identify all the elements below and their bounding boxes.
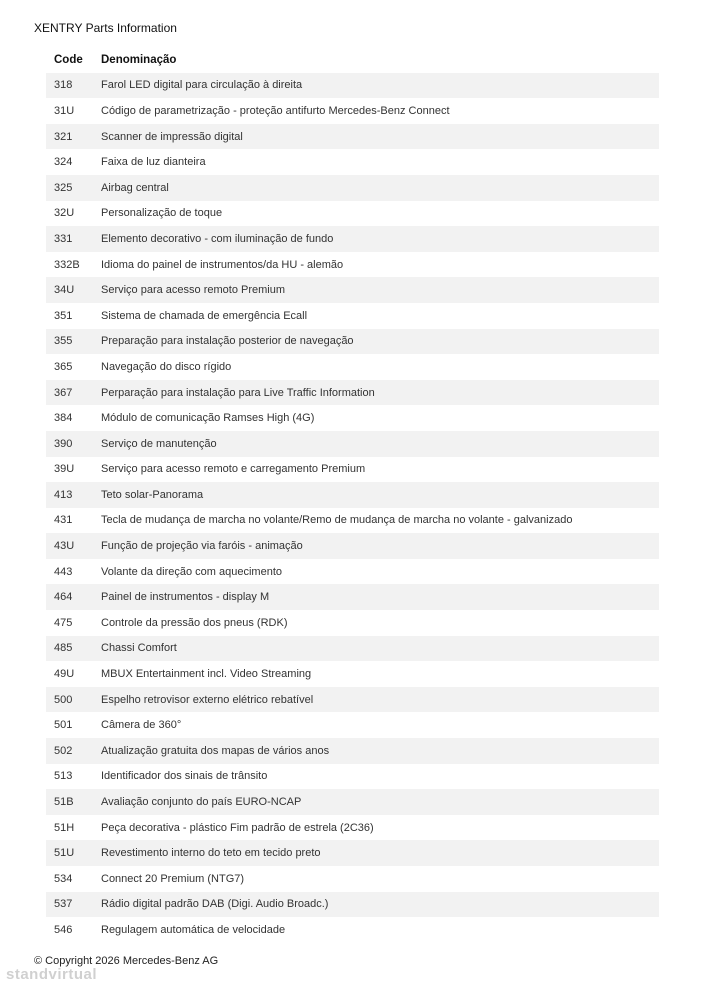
table-row [46,303,659,329]
cell-name: Preparação para instalação posterior de navegação [101,335,354,348]
table-row [46,226,659,252]
cell-code: 413 [54,488,73,501]
cell-name: Avaliação conjunto do país EURO-NCAP [101,796,302,809]
cell-name: Scanner de impressão digital [101,130,243,143]
table-row [46,73,659,99]
cell-code: 51H [54,821,75,834]
column-header-code: Code [54,53,83,66]
cell-code: 513 [54,770,73,783]
table-header [46,47,659,73]
cell-code: 537 [54,898,73,911]
table-row [46,866,659,892]
cell-name: Personalização de toque [101,207,223,220]
cell-code: 34U [54,284,75,297]
cell-name: Tecla de mudança de marcha no volante/Remo de mudança de marcha no volante - galvanizado [101,514,573,527]
table-row [46,764,659,790]
table-row [46,789,659,815]
cell-code: 384 [54,412,73,425]
cell-name: Identificador dos sinais de trânsito [101,770,268,783]
table-row [46,457,659,483]
table-row [46,687,659,713]
table-row [46,533,659,559]
cell-name: Câmera de 360° [101,719,182,732]
table-row [46,124,659,150]
cell-name: Código de parametrização - proteção antifurto Mercedes-Benz Connect [101,104,450,117]
page-title: XENTRY Parts Information [34,21,177,35]
cell-name: Perparação para instalação para Live Traffic Information [101,386,375,399]
table-row [46,584,659,610]
cell-name: Faixa de luz dianteira [101,156,206,169]
cell-name: Elemento decorativo - com iluminação de fundo [101,232,334,245]
cell-name: Módulo de comunicação Ramses High (4G) [101,412,315,425]
table-row [46,917,659,943]
cell-code: 485 [54,642,73,655]
cell-name: Navegação do disco rígido [101,360,232,373]
cell-code: 365 [54,360,73,373]
cell-code: 321 [54,130,73,143]
cell-name: Farol LED digital para circulação à direita [101,79,303,92]
cell-code: 431 [54,514,73,527]
cell-code: 501 [54,719,73,732]
cell-name: Atualização gratuita dos mapas de vários anos [101,744,330,757]
cell-code: 43U [54,540,75,553]
cell-code: 390 [54,437,73,450]
cell-code: 464 [54,591,73,604]
cell-code: 49U [54,668,75,681]
table-row [46,98,659,124]
table-row [46,661,659,687]
cell-name: Serviço de manutenção [101,437,217,450]
table-row [46,354,659,380]
cell-name: Chassi Comfort [101,642,177,655]
cell-code: 318 [54,79,73,92]
table-row [46,431,659,457]
cell-name: Connect 20 Premium (NTG7) [101,872,245,885]
table-row [46,277,659,303]
table-row [46,405,659,431]
table-row [46,636,659,662]
cell-code: 324 [54,156,73,169]
cell-code: 51U [54,847,75,860]
cell-code: 351 [54,309,73,322]
cell-name: MBUX Entertainment incl. Video Streaming [101,668,312,681]
cell-code: 32U [54,207,75,220]
cell-code: 332B [54,258,80,271]
table-row [46,380,659,406]
table-row [46,175,659,201]
cell-name: Sistema de chamada de emergência Ecall [101,309,308,322]
cell-name: Peça decorativa - plástico Fim padrão de estrela (2C36) [101,821,374,834]
cell-code: 331 [54,232,73,245]
cell-code: 443 [54,565,73,578]
cell-name: Regulagem automática de velocidade [101,923,286,936]
cell-name: Controle da pressão dos pneus (RDK) [101,616,288,629]
cell-name: Espelho retrovisor externo elétrico rebatível [101,693,314,706]
table-row [46,738,659,764]
cell-code: 355 [54,335,73,348]
table-row [46,815,659,841]
column-header-name: Denominação [101,53,177,66]
cell-name: Serviço para acesso remoto e carregamento Premium [101,463,366,476]
cell-name: Idioma do painel de instrumentos/da HU - alemão [101,258,344,271]
cell-code: 325 [54,181,73,194]
cell-name: Serviço para acesso remoto Premium [101,284,286,297]
table-row [46,201,659,227]
watermark-logo: standvirtual [6,966,98,983]
table-row [46,559,659,585]
cell-name: Rádio digital padrão DAB (Digi. Audio Broadc.) [101,898,329,911]
table-row [46,840,659,866]
table-row [46,892,659,918]
cell-name: Airbag central [101,181,169,194]
copyright-text: © Copyright 2026 Mercedes-Benz AG [34,955,219,967]
cell-code: 546 [54,923,73,936]
cell-name: Painel de instrumentos - display M [101,591,270,604]
cell-name: Teto solar-Panorama [101,488,204,501]
cell-code: 534 [54,872,73,885]
cell-code: 51B [54,796,74,809]
cell-code: 367 [54,386,73,399]
table-row [46,610,659,636]
table-body [46,73,659,943]
table-row [46,712,659,738]
cell-name: Revestimento interno do teto em tecido preto [101,847,321,860]
cell-code: 39U [54,463,75,476]
cell-name: Função de projeção via faróis - animação [101,540,303,553]
table-row [46,252,659,278]
cell-code: 500 [54,693,73,706]
cell-code: 31U [54,104,75,117]
table-row [46,508,659,534]
cell-code: 502 [54,744,73,757]
cell-name: Volante da direção com aquecimento [101,565,283,578]
table-row [46,149,659,175]
parts-table [46,47,659,943]
table-row [46,482,659,508]
table-row [46,329,659,355]
cell-code: 475 [54,616,73,629]
